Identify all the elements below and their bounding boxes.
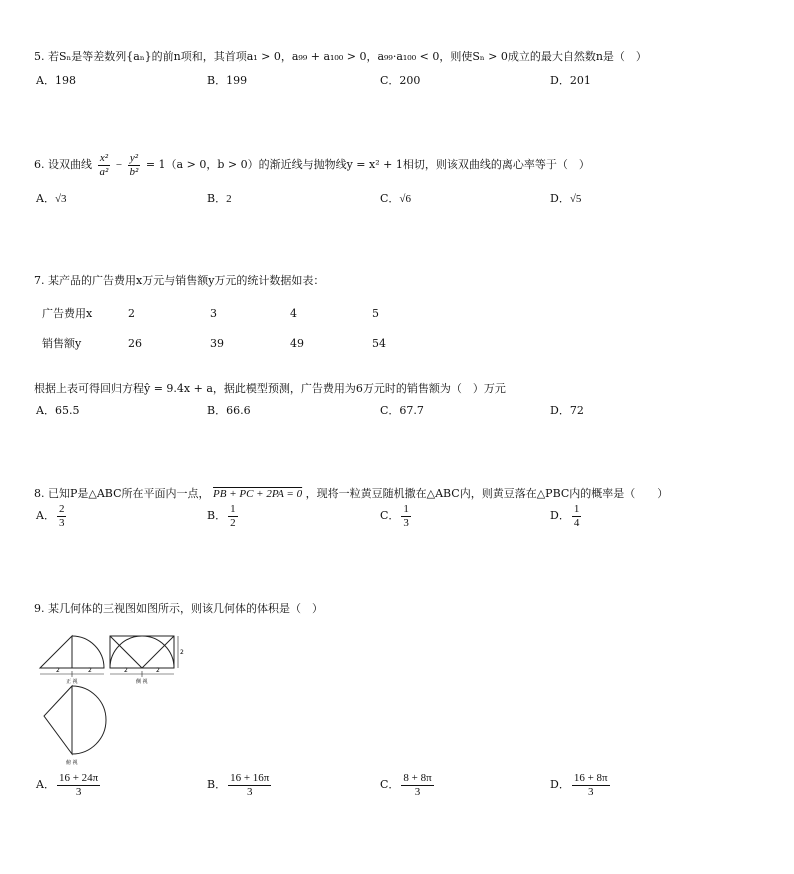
- q7-option-b[interactable]: B．66.6: [207, 404, 251, 417]
- question-9-stem: [34, 600, 323, 616]
- question-7-followup: 根据上表可得回归方程ŷ = 9.4x + a，据此模型预测，广告费用为6万元时的销售额为（ ）万元: [34, 382, 506, 395]
- question-text: 某几何体的三视图如图所示，则该几何体的体积是（ ）: [48, 602, 323, 615]
- table-row: [42, 328, 432, 358]
- q7-option-d[interactable]: D．72: [550, 404, 584, 417]
- dim-label: 2: [124, 667, 128, 674]
- q8-option-b[interactable]: B． $\frac{1}{2}$: [207, 503, 236, 529]
- row-header: 广告费用x: [42, 307, 93, 320]
- q6-option-b[interactable]: B．2: [207, 192, 232, 205]
- table-cell: 49: [290, 336, 304, 350]
- top-view-triangle: [44, 686, 72, 754]
- question-text: 某产品的广告费用x万元与销售额y万元的统计数据如表：: [48, 274, 325, 287]
- question-number: 9.: [34, 602, 45, 615]
- question-6-stem: 6. 设双曲线 $\frac{\text{x²}}{\text{a²}}$ − $\frac{\text{y²}}{\text{b²}}$ = 1（a > 0，b > 0）的渐近线与抛物线y = x² + 1相切，则该双曲线的离心率等于（ ）: [34, 152, 590, 178]
- row-header: 销售额y: [42, 337, 82, 350]
- q9-option-a[interactable]: A． $\frac{16 + 24\pi}{3}$: [36, 772, 99, 798]
- table-cell: 4: [290, 306, 297, 320]
- dim-label: 2: [56, 667, 60, 674]
- table-cell: 54: [372, 336, 386, 350]
- dim-label: 2: [88, 667, 92, 674]
- question-number: 8.: [34, 487, 45, 500]
- q8-option-a[interactable]: A． $\frac{2}{3}$: [36, 503, 65, 529]
- front-view-label: 正 视: [66, 679, 78, 685]
- table-cell: 5: [372, 306, 379, 320]
- side-view-label: 侧 视: [136, 679, 148, 685]
- question-text: 若Sₙ是等差数列{aₙ}的前n项和，其首项a₁ > 0，a₉₉ + a₁₀₀ > 0，a₉₉·a₁₀₀ < 0，则使Sₙ > 0成立的最大自然数n是（ ）: [48, 50, 647, 63]
- q5-option-a[interactable]: A．198: [36, 74, 76, 87]
- three-view-figure: [36, 628, 186, 768]
- table-cell: 2: [128, 306, 135, 320]
- fraction-x2-a2: $\frac{\text{x²}}{\text{a²}}$: [99, 152, 109, 178]
- table-cell: 39: [210, 336, 224, 350]
- dim-label: 2: [180, 649, 184, 656]
- q7-option-a[interactable]: A．65.5: [36, 404, 80, 417]
- front-view-triangle: [40, 636, 72, 668]
- top-view-arc: [72, 686, 106, 754]
- table-cell: 3: [210, 306, 217, 320]
- top-view-label: 俯 视: [66, 760, 78, 766]
- data-table: [42, 298, 432, 358]
- question-5-stem: [34, 48, 647, 64]
- question-text: 设双曲线: [48, 158, 92, 172]
- question-text: 已知P是△ABC所在平面内一点，: [48, 487, 210, 500]
- table-cell: 26: [128, 336, 142, 350]
- q8-option-c[interactable]: C． $\frac{1}{3}$: [380, 503, 409, 529]
- q9-option-d[interactable]: D． $\frac{16 + 8\pi}{3}$: [550, 772, 608, 798]
- q6-option-d[interactable]: D．√5: [550, 192, 582, 205]
- question-number: 7.: [34, 274, 45, 287]
- question-text-cont: ，现将一粒黄豆随机撒在△ABC内，则黄豆落在△PBC内的概率是（ ）: [305, 487, 669, 500]
- table-row: [42, 298, 432, 328]
- q5-option-b[interactable]: B．199: [207, 74, 248, 87]
- fraction-y2-b2: $\frac{\text{y²}}{\text{b²}}$: [129, 152, 139, 178]
- side-view-rect: [110, 636, 174, 668]
- q6-option-a[interactable]: A．√3: [36, 192, 67, 205]
- q8-option-d[interactable]: D． $\frac{1}{4}$: [550, 503, 580, 529]
- question-number: 5.: [34, 50, 45, 63]
- question-number: 6.: [34, 158, 45, 172]
- question-7-stem: [34, 272, 324, 288]
- q9-option-b[interactable]: B． $\frac{16 + 16\pi}{3}$: [207, 772, 270, 798]
- front-view-quarter-arc: [72, 636, 104, 668]
- q7-option-c[interactable]: C．67.7: [380, 404, 424, 417]
- side-view-arc: [110, 636, 174, 668]
- dim-label: 2: [156, 667, 160, 674]
- question-text-condition: = 1（a > 0，b > 0）的渐近线与抛物线y = x² + 1相切，则该双曲线的离心率等于（ ）: [145, 158, 590, 172]
- q6-option-c[interactable]: C．√6: [380, 192, 411, 205]
- vector-equation: PB + PC + 2PA = 0: [213, 488, 303, 500]
- q5-option-d[interactable]: D．201: [550, 74, 591, 87]
- q9-option-c[interactable]: C． $\frac{8 + 8\pi}{3}$: [380, 772, 432, 798]
- question-8-stem: [34, 485, 668, 501]
- q5-option-c[interactable]: C．200: [380, 74, 421, 87]
